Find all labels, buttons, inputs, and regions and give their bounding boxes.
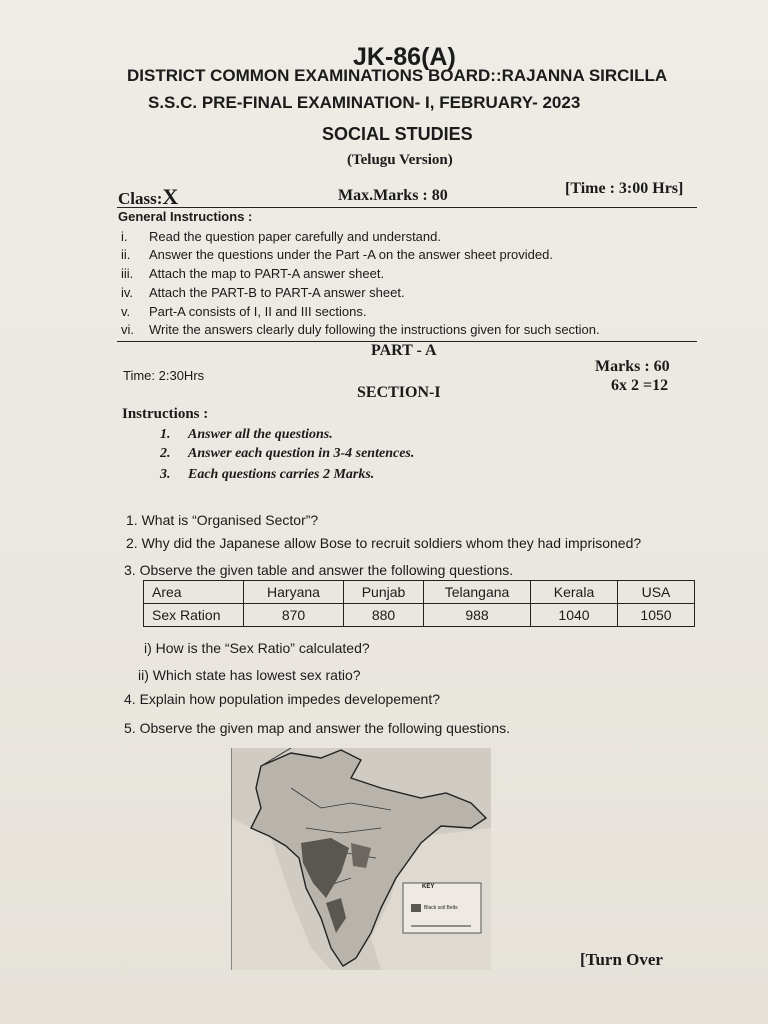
class-value: X: [162, 184, 179, 209]
class-label: Class:: [118, 189, 163, 208]
sex-ratio-table: [143, 580, 695, 627]
question-1: 1. What is “Organised Sector”?: [126, 512, 319, 528]
table-cell: 870: [244, 604, 344, 627]
table-cell: Telangana: [424, 581, 531, 604]
table-cell: Sex Ration: [144, 604, 244, 627]
instruction-item: 1. Answer all the questions.: [160, 427, 333, 442]
table-row: [144, 604, 695, 627]
exam-title: S.S.C. PRE-FINAL EXAMINATION- I, FEBRUARY- 2023: [148, 93, 581, 112]
general-instructions-title: General Instructions :: [118, 209, 253, 224]
question-3: 3. Observe the given table and answer the following questions.: [124, 562, 514, 578]
map-image: [231, 748, 491, 970]
subject-title: SOCIAL STUDIES: [322, 124, 473, 144]
table-cell: 988: [424, 604, 531, 627]
time-total: [Time : 3:00 Hrs]: [565, 180, 684, 197]
instruction-item: 3. Each questions carries 2 Marks.: [160, 467, 375, 482]
list-item: iii. Attach the map to PART-A answer sheet.: [121, 266, 385, 281]
paper-code: JK-86(A): [353, 43, 456, 71]
board-title: DISTRICT COMMON EXAMINATIONS BOARD::RAJANNA SIRCILLA: [127, 66, 668, 85]
version-label: (Telugu Version): [347, 152, 453, 168]
section-marks: 6x 2 =12: [611, 377, 669, 394]
list-item: ii. Answer the questions under the Part -A on the answer sheet provided.: [121, 247, 553, 262]
table-cell: 1050: [618, 604, 695, 627]
question-3-ii: ii) Which state has lowest sex ratio?: [138, 667, 361, 683]
max-marks: Max.Marks : 80: [338, 187, 448, 204]
table-cell: Punjab: [344, 581, 424, 604]
table-cell: 880: [344, 604, 424, 627]
part-time: Time: 2:30Hrs: [123, 368, 205, 383]
instructions-title: Instructions :: [122, 406, 209, 422]
table-cell: Area: [144, 581, 244, 604]
part-title: PART - A: [371, 342, 437, 359]
question-2: 2. Why did the Japanese allow Bose to recruit soldiers whom they had imprisoned?: [126, 535, 642, 551]
map-key-title: KEY: [422, 884, 435, 890]
list-item: iv. Attach the PART-B to PART-A answer sheet.: [121, 285, 405, 300]
part-marks: Marks : 60: [595, 358, 670, 375]
list-item: vi. Write the answers clearly duly following the instructions given for such section.: [121, 322, 600, 337]
section-title: SECTION-I: [357, 384, 441, 401]
table-cell: Haryana: [244, 581, 344, 604]
table-cell: Kerala: [531, 581, 618, 604]
table-cell: 1040: [531, 604, 618, 627]
table-cell: USA: [618, 581, 695, 604]
question-5: 5. Observe the given map and answer the following questions.: [124, 720, 511, 736]
turn-over-label: [Turn Over: [580, 950, 663, 969]
question-3-i: i) How is the “Sex Ratio” calculated?: [144, 640, 370, 656]
question-4: 4. Explain how population impedes developement?: [124, 691, 440, 707]
list-item: i. Read the question paper carefully and understand.: [121, 229, 441, 244]
table-row: [144, 581, 695, 604]
divider: [117, 207, 697, 208]
map-key-label: Black soil Belts: [424, 905, 458, 911]
instruction-item: 2. Answer each question in 3-4 sentences.: [160, 446, 415, 461]
list-item: v. Part-A consists of I, II and III sections.: [121, 304, 367, 319]
india-black-soil-map: [231, 748, 491, 970]
